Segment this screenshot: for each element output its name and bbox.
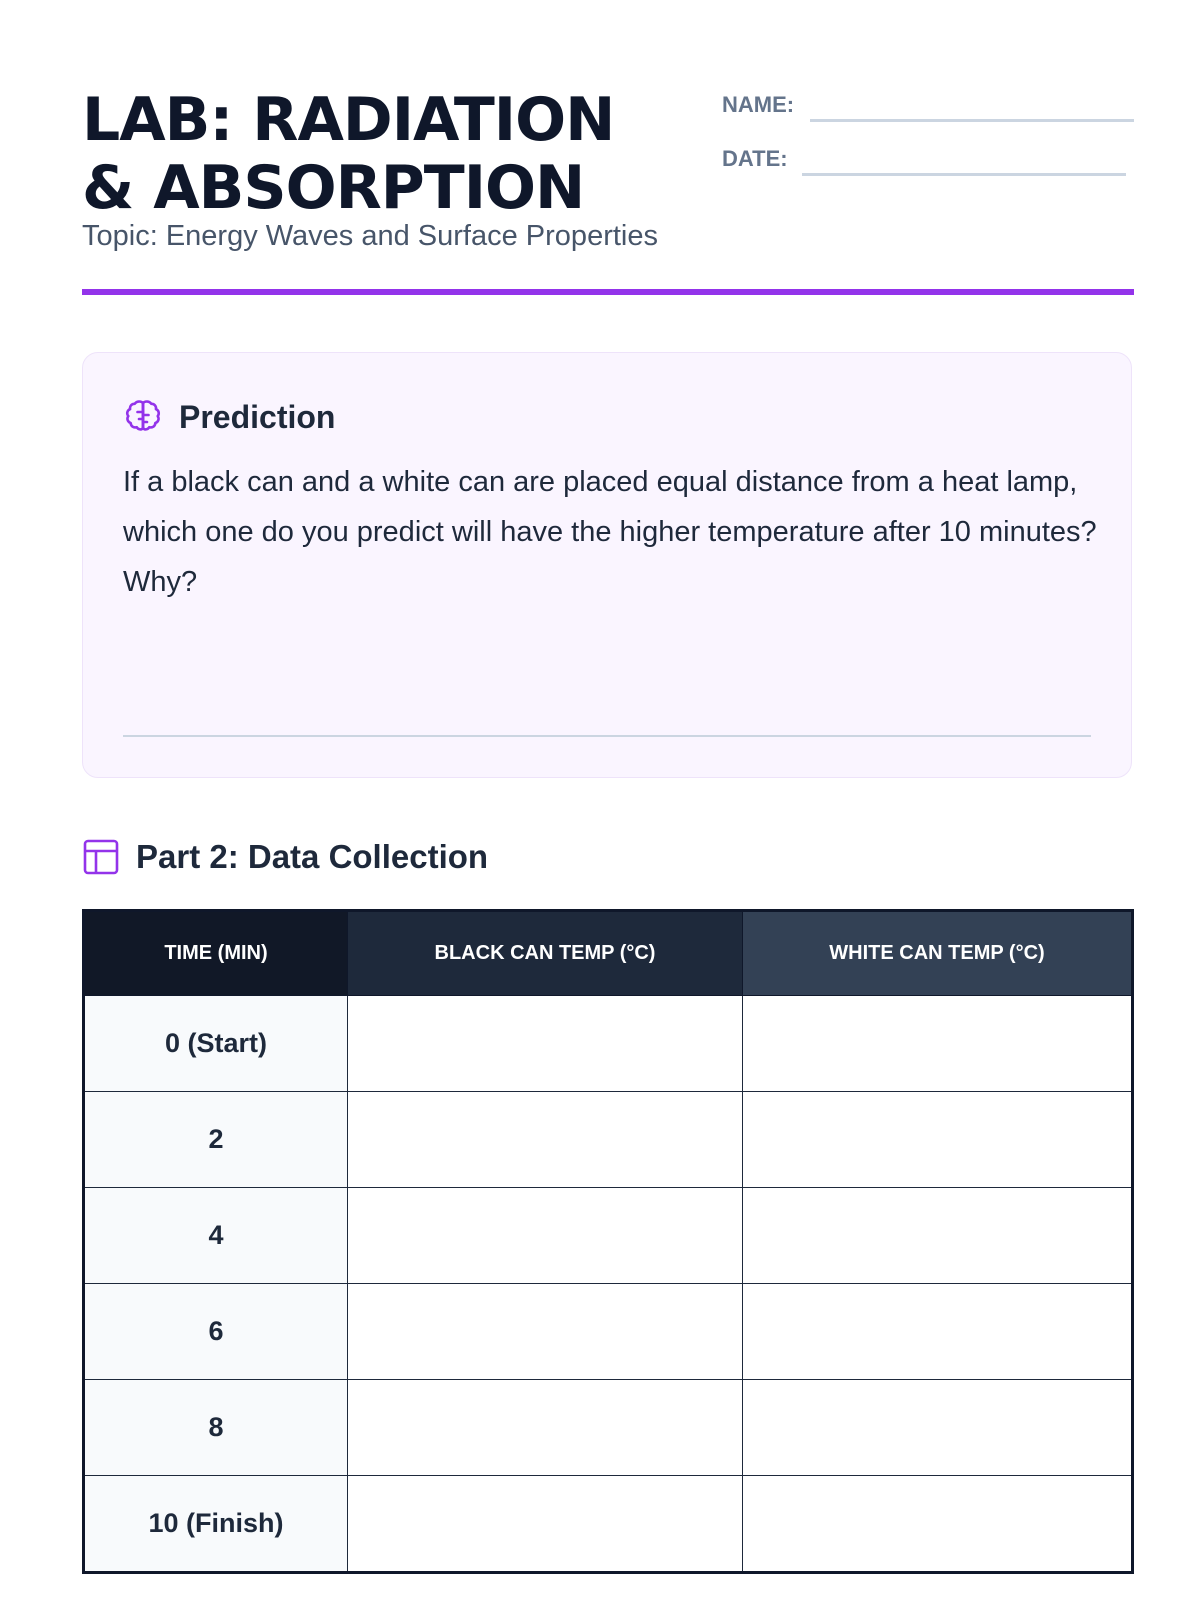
page-subtitle: Topic: Energy Waves and Surface Properties: [82, 220, 658, 252]
prediction-answer-line[interactable]: [123, 735, 1091, 737]
data-table: [82, 909, 1134, 1574]
table-row: [84, 1092, 1133, 1188]
table-row: [84, 1188, 1133, 1284]
name-label: NAME:: [722, 92, 795, 117]
data-collection-heading: [82, 836, 782, 880]
white-can-temp-cell[interactable]: [743, 1188, 1133, 1284]
table-row: [84, 1476, 1133, 1573]
black-can-temp-cell[interactable]: [348, 1092, 743, 1188]
black-can-temp-cell[interactable]: [348, 1476, 743, 1573]
header-divider: [82, 289, 1134, 295]
column-header-time: TIME (MIN): [84, 911, 348, 996]
date-blank-line[interactable]: [802, 173, 1126, 176]
time-cell: 2: [84, 1092, 348, 1188]
name-field[interactable]: [722, 86, 1134, 122]
table-row: [84, 996, 1133, 1092]
table-icon: [82, 838, 120, 876]
black-can-temp-cell[interactable]: [348, 1188, 743, 1284]
page-title: LAB: RADIATION & ABSORPTION: [82, 85, 615, 223]
white-can-temp-cell[interactable]: [743, 1380, 1133, 1476]
white-can-temp-cell[interactable]: [743, 1476, 1133, 1573]
time-cell: 8: [84, 1380, 348, 1476]
section-title: Part 2: Data Collection: [136, 838, 489, 875]
white-can-temp-cell[interactable]: [743, 1092, 1133, 1188]
time-cell: 6: [84, 1284, 348, 1380]
brain-icon: [123, 397, 163, 437]
table-row: [84, 1380, 1133, 1476]
prediction-question: If a black can and a white can are placed equal distance from a heat lamp, which one do you predict will have the higher temperature after 10 minutes? Why?: [123, 466, 1097, 598]
date-label: DATE:: [722, 146, 788, 171]
black-can-temp-cell[interactable]: [348, 996, 743, 1092]
table-header-row: [84, 911, 1133, 996]
date-field[interactable]: [722, 140, 1134, 176]
time-cell: 0 (Start): [84, 996, 348, 1092]
worksheet-header: [82, 80, 1134, 294]
white-can-temp-cell[interactable]: [743, 996, 1133, 1092]
table-row: [84, 1284, 1133, 1380]
white-can-temp-cell[interactable]: [743, 1284, 1133, 1380]
name-blank-line[interactable]: [810, 119, 1134, 122]
black-can-temp-cell[interactable]: [348, 1380, 743, 1476]
time-cell: 10 (Finish): [84, 1476, 348, 1573]
prediction-title: Prediction: [179, 399, 336, 435]
column-header-black-can: BLACK CAN TEMP (°C): [348, 911, 743, 996]
time-cell: 4: [84, 1188, 348, 1284]
black-can-temp-cell[interactable]: [348, 1284, 743, 1380]
prediction-card: [82, 352, 1132, 778]
column-header-white-can: WHITE CAN TEMP (°C): [743, 911, 1133, 996]
